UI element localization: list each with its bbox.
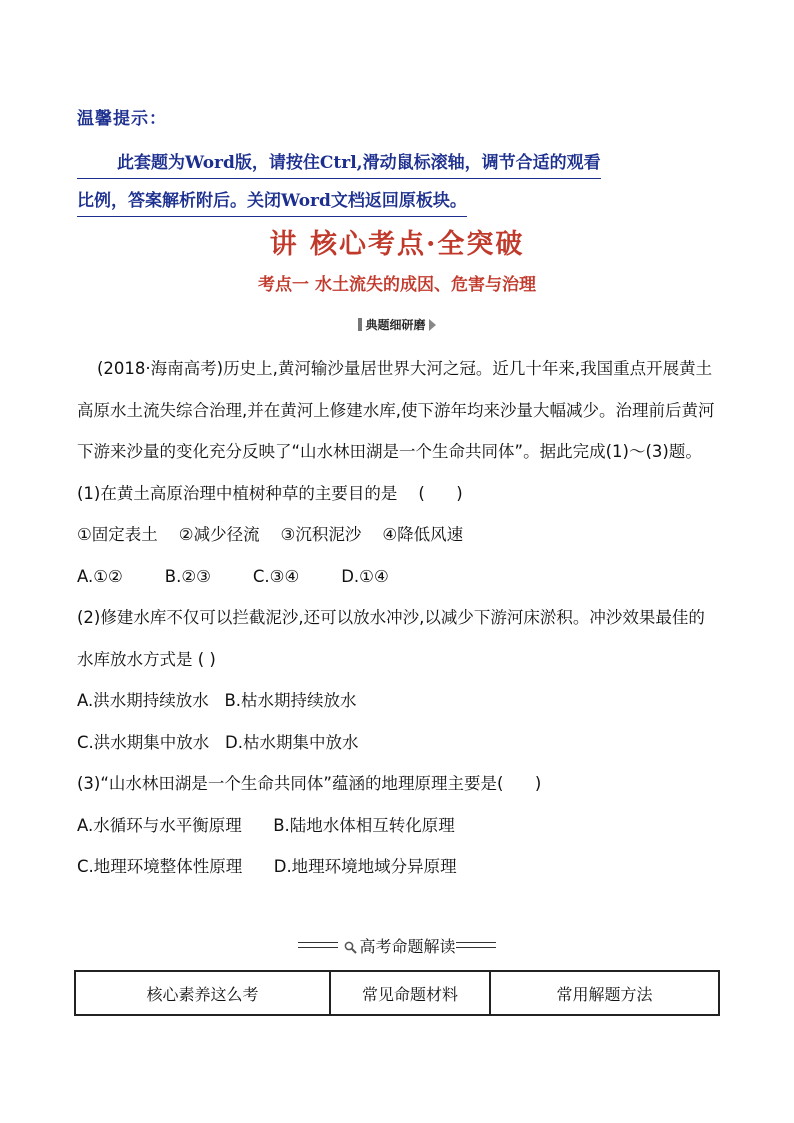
banner-rule-right (456, 942, 496, 948)
question-2-options-cd: C.洪水期集中放水 D.枯水期集中放水 (77, 732, 359, 752)
table-header-cell: 常用解题方法 (490, 971, 719, 1015)
banner-label: 高考命题解读 (359, 936, 456, 956)
table-header-cell: 核心素养这么考 (75, 971, 330, 1015)
section-banner (0, 933, 794, 957)
tip-line-1: 此套题为Word版，请按住Ctrl,滑动鼠标滚轴，调节合适的观看 (77, 148, 601, 179)
question-block (77, 348, 717, 888)
question-3-options-ab: A.水循环与水平衡原理 B.陆地水体相互转化原理 (77, 815, 455, 835)
tip-body (77, 144, 717, 220)
question-1-options: A.①② B.②③ C.③④ D.①④ (77, 566, 389, 586)
magnifier-icon (344, 939, 357, 952)
banner-rule-left (298, 942, 338, 948)
question-2-options-ab: A.洪水期持续放水 B.枯水期持续放水 (77, 691, 357, 710)
page-title: 讲 核心考点·全突破 (269, 229, 525, 260)
question-intro: (2018·海南高考)历史上,黄河输沙量居世界大河之冠。近几十年来,我国重点开展黄土高原水土流失综合治理,并在黄河上修建水库,使下游年均来沙量大幅减少。治理前后黄河下游来沙量的变化充分反映了“山水林田湖是一个生命共同体”。据此完成(1)～(3)题。 (77, 359, 715, 461)
section-badge (0, 316, 794, 334)
question-1-items: ①固定表土 ②减少径流 ③沉积泥沙 ④降低风速 (77, 525, 464, 544)
question-3: (3)“山水林田湖是一个生命共同体”蕴涵的地理原理主要是( ) (77, 774, 542, 793)
question-1: (1)在黄土高原治理中植树种草的主要目的是 ( ) (77, 483, 463, 503)
tip-line-2: 比例，答案解析附后。关闭Word文档返回原板块。 (77, 186, 467, 217)
tip-title: 温馨提示： (77, 109, 167, 129)
section-subtitle: 考点一 水土流失的成因、危害与治理 (258, 275, 536, 295)
badge-label: 典题细研磨 (365, 318, 426, 332)
question-3-options-cd: C.地理环境整体性原理 D.地理环境地域分异原理 (77, 857, 457, 876)
badge-arrow-icon (429, 319, 436, 331)
core-table (74, 970, 720, 1016)
table-header-cell: 常见命题材料 (330, 971, 490, 1015)
badge-bar-icon (358, 318, 362, 331)
question-2: (2)修建水库不仅可以拦截泥沙,还可以放水冲沙,以减少下游河床淤积。冲沙效果最佳的水库放水方式是 ( ) (77, 608, 705, 669)
table-header-row (75, 971, 719, 1015)
